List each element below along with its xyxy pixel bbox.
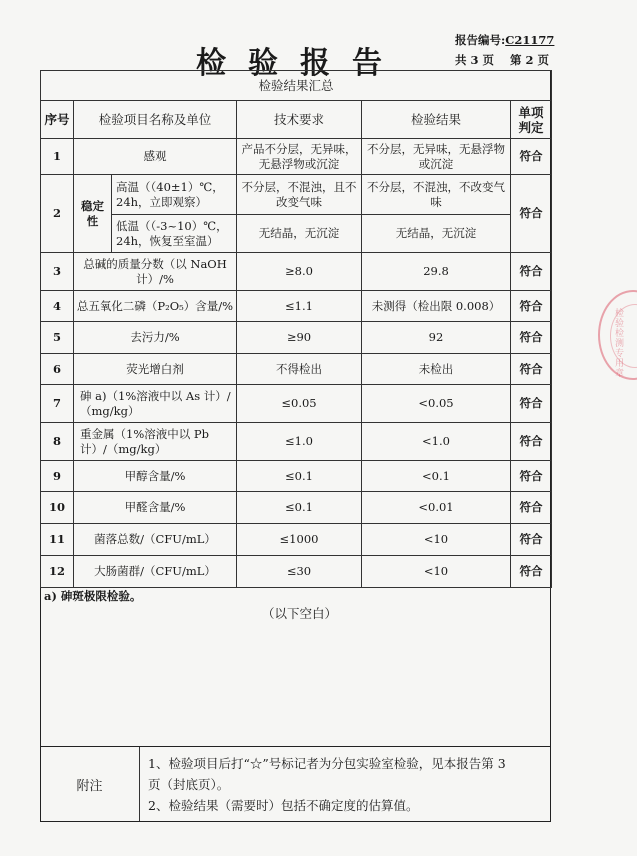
row-number: 5 — [41, 322, 74, 354]
row-verdict: 符合 — [511, 139, 552, 175]
row-item: 菌落总数/（CFU/mL） — [74, 524, 237, 556]
row-item: 去污力/% — [74, 322, 237, 354]
row-item: 甲醛含量/% — [74, 492, 237, 524]
row-requirement: ≤1000 — [237, 524, 362, 556]
row-result: 未测得（检出限 0.008） — [362, 291, 511, 322]
row-item: 大肠菌群/（CFU/mL） — [74, 556, 237, 588]
row-item: 甲醇含量/% — [74, 461, 237, 492]
row-verdict: 符合 — [511, 524, 552, 556]
page-number: 第 2 页 — [510, 53, 550, 67]
annex-line: 1、检验项目后打“☆”号标记者为分包实验室检验，见本报告第 3 — [148, 756, 506, 771]
row-result: <10 — [362, 556, 511, 588]
row-number: 10 — [41, 492, 74, 524]
annex-section — [40, 746, 551, 822]
header-seq: 序号 — [41, 101, 74, 139]
row-result: <0.05 — [362, 385, 511, 423]
row-number: 4 — [41, 291, 74, 322]
table-row — [41, 385, 552, 423]
row-verdict: 符合 — [511, 291, 552, 322]
seal-text: 检验检测专用章 — [613, 308, 623, 378]
row-result: 92 — [362, 322, 511, 354]
annex-label: 附注 — [40, 747, 140, 821]
row-verdict: 符合 — [511, 461, 552, 492]
row-item: 重金属（1%溶液中以 Pb 计）/（mg/kg） — [74, 423, 237, 461]
row-requirement: 不分层，不混浊，且不改变气味 — [237, 175, 362, 215]
row-verdict: 符合 — [511, 492, 552, 524]
row-requirement: 产品不分层，无异味，无悬浮物或沉淀 — [237, 139, 362, 175]
row-number: 6 — [41, 354, 74, 385]
row-result: <0.1 — [362, 461, 511, 492]
table-row — [41, 291, 552, 322]
table-row — [41, 492, 552, 524]
header-result: 检验结果 — [362, 101, 511, 139]
row-number: 7 — [41, 385, 74, 423]
header-requirement: 技术要求 — [237, 101, 362, 139]
header-item: 检验项目名称及单位 — [74, 101, 237, 139]
row-result: 不分层，不混浊，不改变气味 — [362, 175, 511, 215]
report-title: 检验报告 — [196, 46, 404, 81]
table-caption-row — [41, 71, 552, 101]
row-verdict: 符合 — [511, 423, 552, 461]
row-number: 3 — [41, 253, 74, 291]
blank-note: （以下空白） — [262, 606, 338, 621]
row-requirement: ≥8.0 — [237, 253, 362, 291]
row-verdict: 符合 — [511, 322, 552, 354]
report-number-label: 报告编号: — [455, 33, 506, 47]
official-seal — [598, 290, 637, 380]
header-verdict: 单项判定 — [511, 101, 552, 139]
row-requirement: ≤30 — [237, 556, 362, 588]
report-number-value: C21177 — [505, 33, 555, 47]
footnote: a) 砷斑极限检验。 — [44, 589, 142, 603]
row-subitem: 低温（（-3~10）℃，24h，恢复至室温） — [112, 215, 237, 253]
row-item: 总碱的质量分数（以 NaOH 计）/% — [74, 253, 237, 291]
row-verdict: 符合 — [511, 175, 552, 253]
table-row — [41, 556, 552, 588]
table-row — [41, 253, 552, 291]
annex-line: 页（封底页）。 — [148, 777, 230, 792]
table-caption: 检验结果汇总 — [41, 71, 552, 101]
row-requirement: 无结晶，无沉淀 — [237, 215, 362, 253]
table-row — [41, 524, 552, 556]
row-number: 11 — [41, 524, 74, 556]
row-result: <1.0 — [362, 423, 511, 461]
row-number: 8 — [41, 423, 74, 461]
row-number: 2 — [41, 175, 74, 253]
table-row — [41, 423, 552, 461]
row-result: 无结晶，无沉淀 — [362, 215, 511, 253]
row-verdict: 符合 — [511, 556, 552, 588]
table-row — [41, 175, 552, 215]
row-result: 未检出 — [362, 354, 511, 385]
page-count — [455, 52, 549, 68]
row-result: 29.8 — [362, 253, 511, 291]
annex-text — [148, 753, 546, 816]
results-table — [40, 70, 552, 588]
row-verdict: 符合 — [511, 354, 552, 385]
row-requirement: ≤1.0 — [237, 423, 362, 461]
row-requirement: ≤0.05 — [237, 385, 362, 423]
row-requirement: ≥90 — [237, 322, 362, 354]
row-number: 12 — [41, 556, 74, 588]
row-requirement: ≤0.1 — [237, 492, 362, 524]
annex-line: 2、检验结果（需要时）包括不确定度的估算值。 — [148, 798, 419, 813]
table-row — [41, 322, 552, 354]
table-row — [41, 461, 552, 492]
row-item: 总五氧化二磷（P₂O₅）含量/% — [74, 291, 237, 322]
row-requirement: 不得检出 — [237, 354, 362, 385]
total-pages: 共 3 页 — [455, 53, 495, 67]
row-requirement: ≤0.1 — [237, 461, 362, 492]
table-header-row — [41, 101, 552, 139]
row-result: <10 — [362, 524, 511, 556]
row-verdict: 符合 — [511, 385, 552, 423]
row-result: 不分层，无异味，无悬浮物或沉淀 — [362, 139, 511, 175]
table-row — [41, 139, 552, 175]
row-verdict: 符合 — [511, 253, 552, 291]
row-number: 9 — [41, 461, 74, 492]
table-row — [41, 215, 552, 253]
table-row — [41, 354, 552, 385]
row-item: 砷 a)（1%溶液中以 As 计）/（mg/kg） — [74, 385, 237, 423]
row-item: 感观 — [74, 139, 237, 175]
row-requirement: ≤1.1 — [237, 291, 362, 322]
row-subitem: 高温（（40±1）℃，24h，立即观察） — [112, 175, 237, 215]
row-item: 荧光增白剂 — [74, 354, 237, 385]
row-number: 1 — [41, 139, 74, 175]
row-result: <0.01 — [362, 492, 511, 524]
report-number — [455, 32, 554, 48]
row-item-group: 稳定性 — [74, 175, 112, 253]
